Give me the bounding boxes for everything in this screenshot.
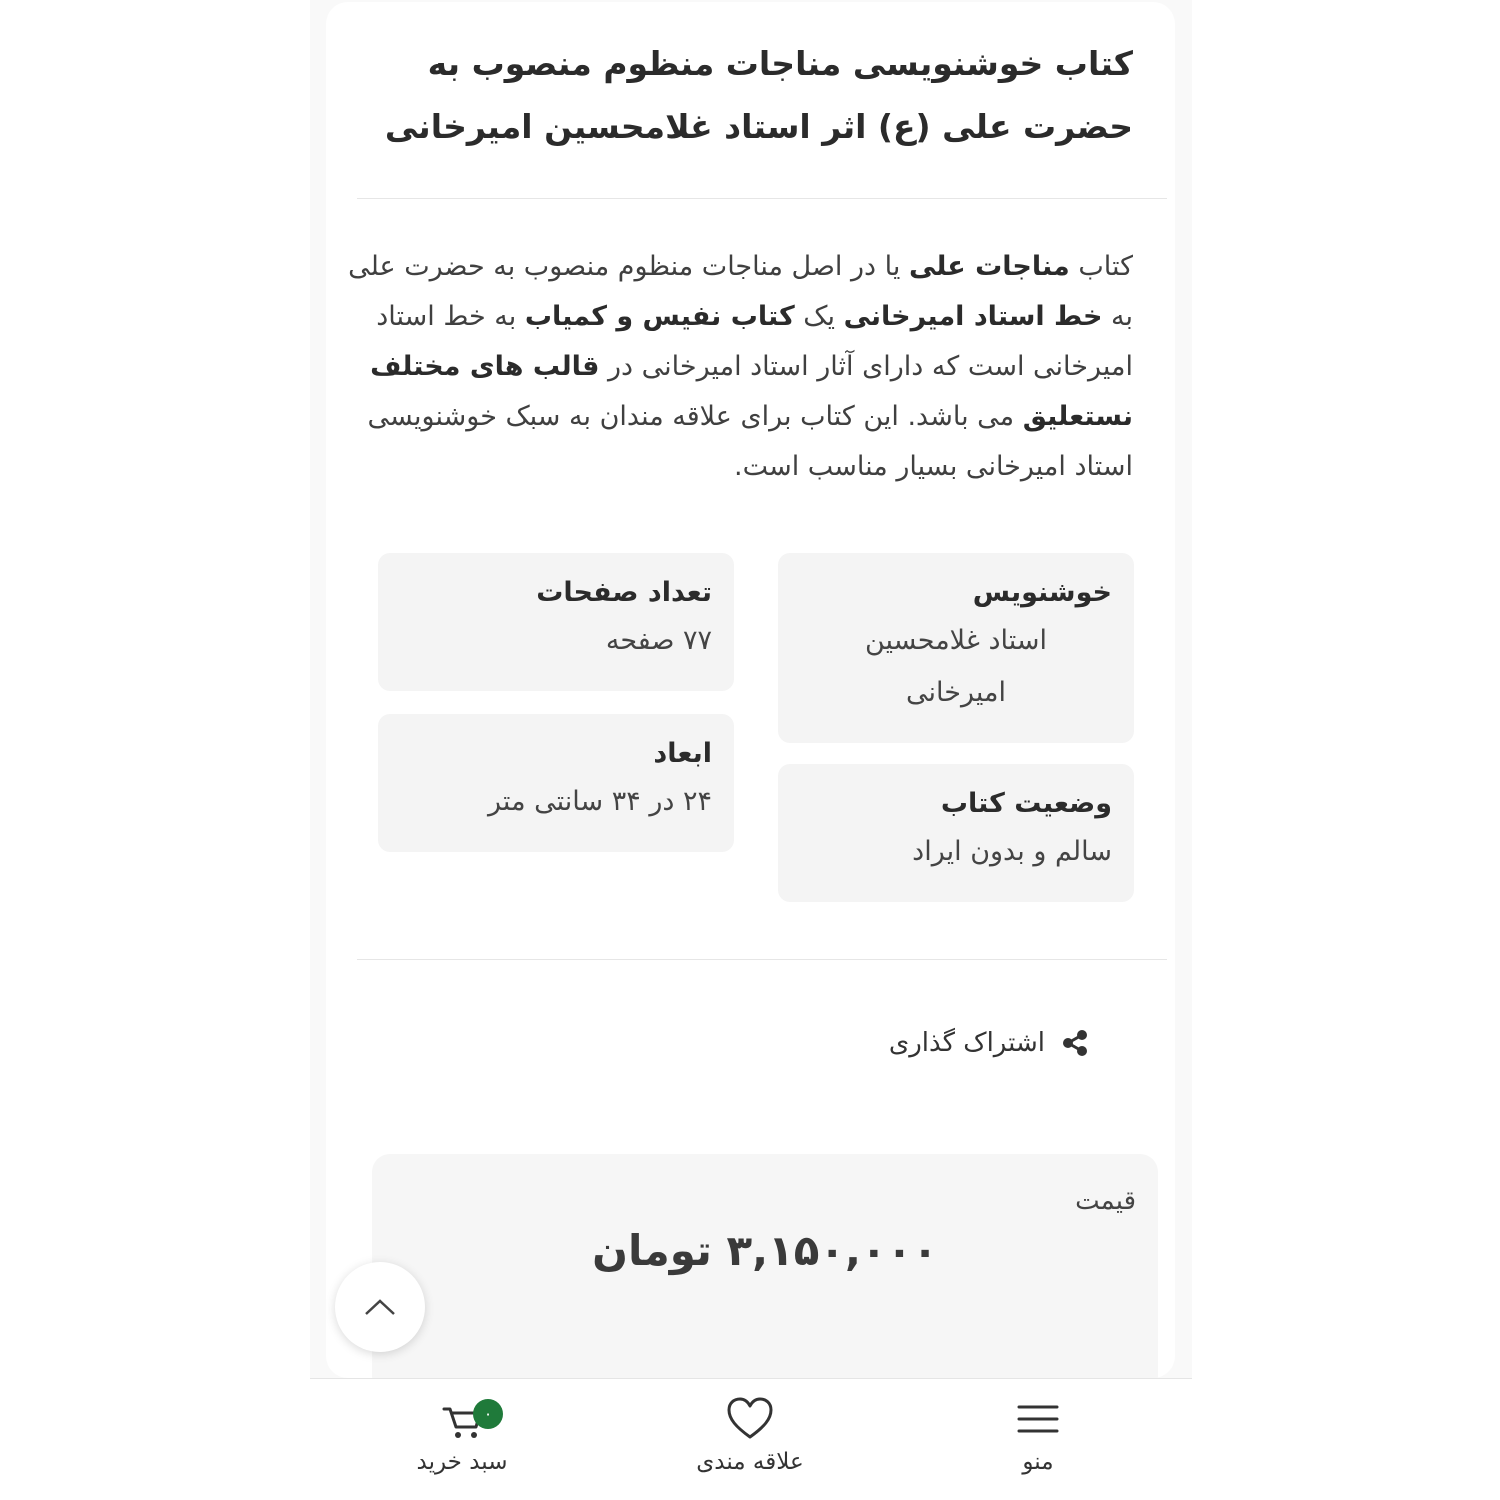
attribute-value: استاد غلامحسین xyxy=(864,625,1047,656)
description-run: خط استاد امیرخانی xyxy=(843,301,1103,332)
description-run: به خط استاد امیرخانی است که دارای آثار استاد امیرخانی در xyxy=(376,301,1133,382)
hamburger-icon xyxy=(1014,1397,1062,1441)
bottom-navigation xyxy=(310,1378,1192,1500)
description-run: مناجات علی xyxy=(908,251,1070,282)
attribute-value: ۷۷ صفحه xyxy=(605,625,712,656)
attribute-value: امیرخانی xyxy=(906,677,1006,708)
divider xyxy=(357,198,1167,199)
cart-count-badge: ۰ xyxy=(473,1399,503,1429)
nav-menu-label: منو xyxy=(1022,1449,1054,1475)
scroll-to-top-button[interactable] xyxy=(335,1262,425,1352)
price-value: ۳,۱۵۰,۰۰۰ تومان xyxy=(592,1226,938,1275)
chevron-up-icon xyxy=(363,1297,397,1317)
price-label: قیمت xyxy=(1075,1186,1136,1216)
description-run: یا در اصل مناجات منظوم منصوب به حضرت علی به xyxy=(348,251,1133,332)
share-button[interactable] xyxy=(889,1028,1089,1058)
share-icon xyxy=(1061,1029,1089,1057)
nav-wishlist-label: علاقه مندی xyxy=(696,1449,804,1475)
attribute-value: سالم و بدون ایراد xyxy=(912,836,1112,867)
description-run: یک xyxy=(794,301,844,332)
attribute-label: تعداد صفحات xyxy=(536,577,712,608)
attribute-label: ابعاد xyxy=(653,738,712,769)
attribute-value: ۲۴ در ۳۴ سانتی متر xyxy=(488,786,712,817)
product-page xyxy=(310,0,1192,1500)
share-label: اشتراک گذاری xyxy=(888,1028,1045,1058)
product-description xyxy=(323,242,1133,492)
attribute-calligrapher xyxy=(778,553,1134,743)
nav-cart-label: سبد خرید xyxy=(416,1449,508,1475)
product-card xyxy=(326,2,1175,1378)
attribute-pages xyxy=(378,553,734,691)
description-run: قالب های مختلف نستعلیق xyxy=(370,351,1133,432)
divider xyxy=(357,959,1167,960)
product-title: کتاب خوشنویسی مناجات منظوم منصوب به حضرت علی (ع) اثر استاد غلامحسین امیرخانی xyxy=(384,44,1133,146)
nav-cart[interactable] xyxy=(362,1397,562,1475)
heart-icon xyxy=(726,1397,774,1441)
attribute-condition xyxy=(778,764,1134,902)
attribute-label: خوشنویس xyxy=(972,577,1112,608)
description-run: کتاب نفیس و کمیاب xyxy=(524,301,795,332)
attribute-label: وضعیت کتاب xyxy=(940,788,1112,819)
attribute-dimensions xyxy=(378,714,734,852)
nav-menu[interactable] xyxy=(938,1397,1138,1475)
description-run: می باشد. این کتاب برای علاقه مندان به سبک خوشنویسی استاد امیرخانی بسیار مناسب است. xyxy=(367,401,1133,482)
description-run: کتاب xyxy=(1069,251,1133,282)
nav-wishlist[interactable] xyxy=(650,1397,850,1475)
price-box xyxy=(372,1154,1158,1394)
